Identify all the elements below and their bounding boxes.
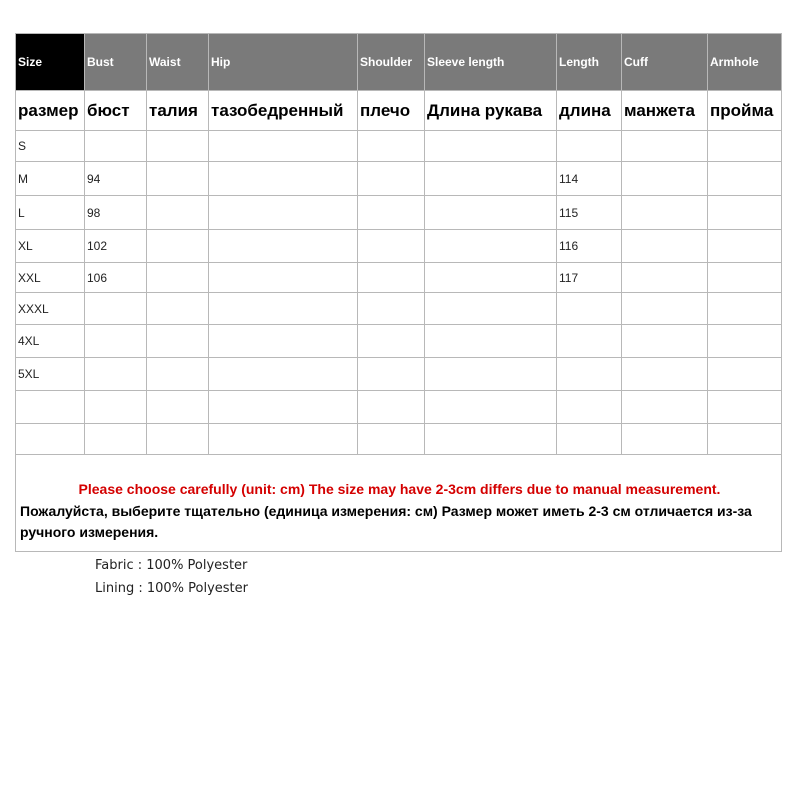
table-row: [16, 358, 782, 391]
size-cell: L: [16, 196, 85, 230]
measurement-cell: [209, 131, 358, 162]
measurement-cell: [147, 162, 209, 196]
header-cell-en: Cuff: [622, 34, 708, 91]
measurement-cell: [622, 162, 708, 196]
size-cell: 5XL: [16, 358, 85, 391]
measurement-cell: [209, 196, 358, 230]
measurement-cell: [557, 293, 622, 325]
header-cell-ru: бюст: [85, 91, 147, 131]
measurement-cell: [147, 131, 209, 162]
measurement-cell: [622, 196, 708, 230]
header-cell-ru: плечо: [358, 91, 425, 131]
measurement-cell: [147, 263, 209, 293]
table-row: [16, 424, 782, 455]
measurement-cell: 98: [85, 196, 147, 230]
measurement-cell: 116: [557, 230, 622, 263]
measurement-cell: [622, 325, 708, 358]
measurement-cell: [209, 391, 358, 424]
fabric-info: Fabric : 100% Polyester: [95, 558, 248, 573]
measurement-cell: [708, 391, 782, 424]
measurement-cell: [209, 325, 358, 358]
measurement-cell: [708, 293, 782, 325]
measurement-cell: [622, 230, 708, 263]
measurement-cell: 117: [557, 263, 622, 293]
size-cell: S: [16, 131, 85, 162]
measurement-cell: [557, 358, 622, 391]
measurement-cell: [425, 325, 557, 358]
measurement-cell: [557, 391, 622, 424]
measurement-cell: [622, 358, 708, 391]
measurement-cell: [358, 263, 425, 293]
table-row: [16, 162, 782, 196]
measurement-cell: 114: [557, 162, 622, 196]
measurement-cell: 115: [557, 196, 622, 230]
measurement-cell: [425, 293, 557, 325]
measurement-cell: [557, 424, 622, 455]
measurement-cell: [708, 424, 782, 455]
table-row: [16, 391, 782, 424]
measurement-cell: [358, 424, 425, 455]
header-row-russian: [16, 91, 782, 131]
measurement-cell: [358, 325, 425, 358]
measurement-cell: [358, 196, 425, 230]
measurement-cell: 106: [85, 263, 147, 293]
measurement-cell: [425, 196, 557, 230]
measurement-cell: [425, 131, 557, 162]
size-cell: [16, 391, 85, 424]
measurement-cell: [147, 293, 209, 325]
measurement-cell: [85, 325, 147, 358]
measurement-cell: [425, 162, 557, 196]
measurement-cell: [622, 424, 708, 455]
note-cell: [16, 455, 782, 552]
lining-info: Lining : 100% Polyester: [95, 581, 248, 596]
measurement-cell: [622, 131, 708, 162]
header-cell-ru: пройма: [708, 91, 782, 131]
size-chart-table: [15, 33, 782, 552]
measurement-cell: [85, 131, 147, 162]
size-cell: 4XL: [16, 325, 85, 358]
note-row: [16, 455, 782, 552]
measurement-cell: [622, 391, 708, 424]
header-cell-en: Hip: [209, 34, 358, 91]
measurement-cell: [425, 424, 557, 455]
measurement-cell: [622, 293, 708, 325]
header-cell-ru: тазобедренный: [209, 91, 358, 131]
header-cell-ru: Длина рукава: [425, 91, 557, 131]
measurement-cell: [557, 325, 622, 358]
measurement-cell: [85, 424, 147, 455]
table-row: [16, 196, 782, 230]
note-russian: Пожалуйста, выберите тщательно (единица измерения: см) Размер может иметь 2-3 см отличается из-за ручного измерения.: [20, 503, 752, 540]
measurement-cell: [209, 230, 358, 263]
table-row: [16, 325, 782, 358]
measurement-cell: [209, 263, 358, 293]
header-cell-en: Size: [16, 34, 85, 91]
measurement-cell: [209, 162, 358, 196]
measurement-cell: [147, 230, 209, 263]
table-row: [16, 230, 782, 263]
measurement-cell: [557, 131, 622, 162]
measurement-cell: [358, 230, 425, 263]
size-cell: M: [16, 162, 85, 196]
measurement-cell: [147, 391, 209, 424]
measurement-cell: [85, 293, 147, 325]
measurement-cell: [147, 424, 209, 455]
header-cell-ru: талия: [147, 91, 209, 131]
measurement-cell: [358, 391, 425, 424]
measurement-cell: 94: [85, 162, 147, 196]
measurement-cell: [425, 358, 557, 391]
measurement-cell: [708, 196, 782, 230]
measurement-cell: [425, 391, 557, 424]
table-row: [16, 293, 782, 325]
measurement-cell: [209, 293, 358, 325]
table-row: [16, 263, 782, 293]
measurement-cell: [147, 358, 209, 391]
measurement-cell: [708, 162, 782, 196]
header-cell-en: Shoulder: [358, 34, 425, 91]
header-cell-en: Bust: [85, 34, 147, 91]
measurement-cell: [358, 293, 425, 325]
header-cell-ru: манжета: [622, 91, 708, 131]
measurement-cell: [708, 230, 782, 263]
header-row-english: [16, 34, 782, 91]
table-row: [16, 131, 782, 162]
header-cell-ru: длина: [557, 91, 622, 131]
header-cell-en: Sleeve length: [425, 34, 557, 91]
size-cell: [16, 424, 85, 455]
note-english: Please choose carefully (unit: cm) The size may have 2-3cm differs due to manual measurement.: [78, 481, 721, 497]
measurement-cell: [147, 196, 209, 230]
measurement-cell: 102: [85, 230, 147, 263]
measurement-cell: [425, 230, 557, 263]
measurement-cell: [209, 358, 358, 391]
header-cell-en: Armhole: [708, 34, 782, 91]
measurement-cell: [708, 263, 782, 293]
size-cell: XL: [16, 230, 85, 263]
header-cell-en: Length: [557, 34, 622, 91]
measurement-cell: [708, 131, 782, 162]
measurement-cell: [147, 325, 209, 358]
measurement-cell: [708, 325, 782, 358]
measurement-cell: [425, 263, 557, 293]
measurement-cell: [85, 391, 147, 424]
header-cell-ru: размер: [16, 91, 85, 131]
measurement-cell: [358, 162, 425, 196]
measurement-cell: [708, 358, 782, 391]
measurement-cell: [209, 424, 358, 455]
measurement-cell: [358, 358, 425, 391]
measurement-cell: [85, 358, 147, 391]
header-cell-en: Waist: [147, 34, 209, 91]
measurement-cell: [622, 263, 708, 293]
measurement-cell: [358, 131, 425, 162]
size-cell: XXL: [16, 263, 85, 293]
size-cell: XXXL: [16, 293, 85, 325]
